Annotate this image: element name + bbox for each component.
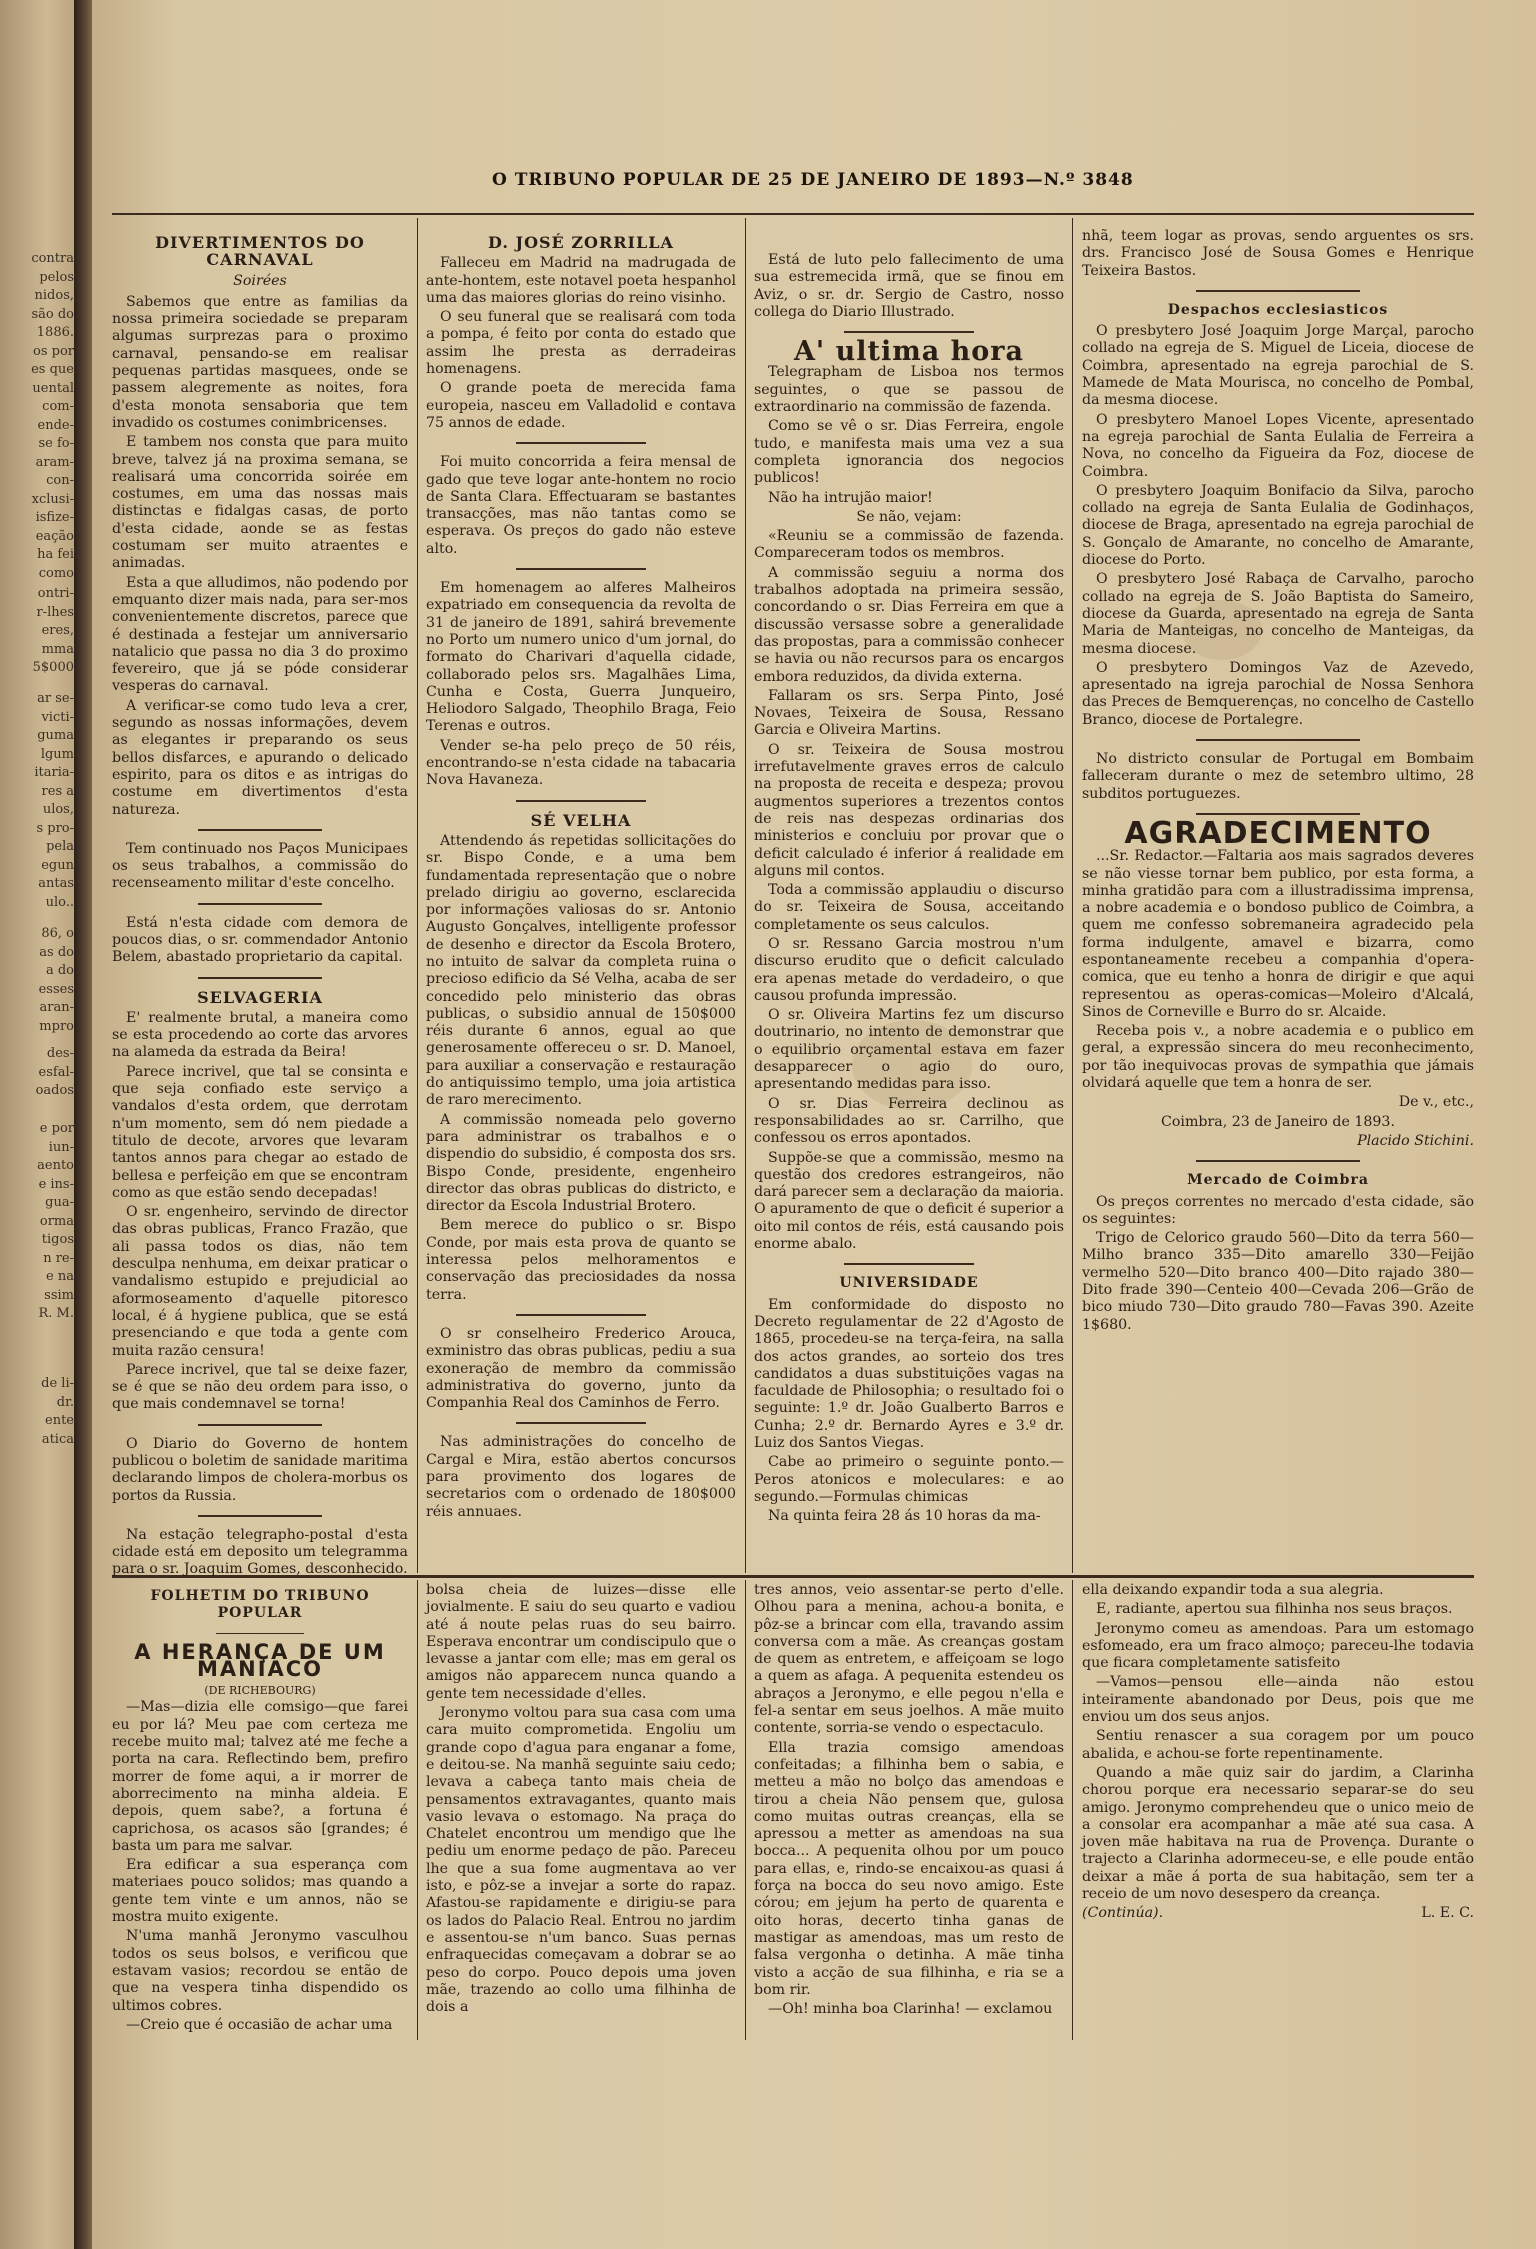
article-paragraph: O sr. Ressano Garcia mostrou n'um discurso erudito que o deficit calculado era apenas metade do verdadeiro, o que causou profunda impressão. (754, 935, 1064, 1004)
story-paragraph: —Creio que é occasião de achar uma (126, 2016, 393, 2033)
folhetim-label: FOLHETIM DO TRIBUNO POPULAR (150, 1588, 370, 1622)
story-paragraph: bolsa cheia de luizes—disse elle jovialmente. E saiu do seu quarto e vadiou até á noute pelas ruas do seu bairro. Esperava encontrar um condiscipulo que o levasse a jantar com elle; mas em geral os amigos não apparecem nunca quando a gente tem necessidade d'elles. (426, 1582, 736, 1702)
article-paragraph: O presbytero José Joaquim Jorge Marçal, parocho collado na egreja de S. Miguel de Liceia, diocese de Coimbra, apresentado na egreja parochial de S. Mamede de Mata Mourisca, no concelho de Pombal, da mesma diocese. (1082, 323, 1474, 409)
folhetim-title: A HERANÇA DE UM MANIACO (134, 1639, 386, 1681)
zorrilla-heading: D. JOSÉ ZORRILLA (488, 233, 674, 252)
story-paragraph: —Mas—dizia elle comsigo—que farei eu por lá? Meu pae com certeza me recebe muito mal; talvez até me feche a porta na cara. Reflectindo bem, prefiro morrer de fome aqui, a ir morrer de aborrecimento na minha aldeia. E depois, quem sabe?, a fortuna é caprichosa, os acasos são [grandes; é basta um para me salvar. (112, 1699, 408, 1854)
signature-date: Coimbra, 23 de Janeiro de 1893. (1161, 1113, 1395, 1130)
article-paragraph: «Reuniu se a commissão de fazenda. Compareceram todos os membros. (754, 528, 1064, 562)
article-paragraph: Telegrapham de Lisboa nos termos seguintes, o que se passou de extraordinario na commissão de fazenda. (754, 364, 1064, 416)
mercado-heading: Mercado de Coimbra (1187, 1172, 1369, 1189)
article-paragraph: Como se vê o sr. Dias Ferreira, engole tudo, e manifesta mais uma vez a sua completa ignorancia dos negocios publicos! (754, 418, 1064, 487)
article-paragraph: Está de luto pelo fallecimento de uma sua estremecida irmã, que se finou em Aviz, o sr. dr. Sergio de Castro, nosso collega do Diario Illustrado. (754, 252, 1064, 320)
story-paragraph: Quando a mãe quiz sair do jardim, a Clarinha chorou porque era necessario separar-se do seu amigo. Jeronymo comprehendeu que o unico meio de a consolar era acompanhar a mãe até sua casa. A joven mãe habitava na rua de Provença. Durante o trajecto a Clarinha adormeceu-se, e elle poude então deixar a mãe á porta de sua habitação, sem ter a receio de um novo desespero da creança. (1082, 1764, 1474, 1903)
article-paragraph: Em conformidade do disposto no Decreto regulamentar de 22 d'Agosto de 1865, procedeu-se na terça-feira, na salla dos actos grandes, ao sorteio dos tres candidatos a duas substituições vagas na faculdade de Philosophia; o resultado foi o seguinte: 1.º dr. João Gualberto Barros e Cunha; 2.º dr. Bernardo Ayres e 3.º dr. Luiz dos Santos Viegas. (754, 1296, 1064, 1451)
story-paragraph: Era edificar a sua esperança com materiaes pouco solidos; mas quando a gente tem vinte e um annos, não se mostra muito exigente. (112, 1857, 408, 1926)
universidade-heading: UNIVERSIDADE (839, 1275, 979, 1292)
previous-page-text: contra pelos nidos, são do 1886. os por es que uental com- ende- se fo- aram- con- xclusi- isfize- eação ha fei como (31, 251, 74, 581)
article-paragraph: Se não, vejam: (856, 508, 962, 525)
article-paragraph: Esta a que alludimos, não podendo por emquanto dizer mais nada, para ser-mos convenientemente discretos, parece que é destinada a festejar um anniversario natalicio que passa no dia 3 do proximo fevereiro, que já se póde considerar vesperas do carnaval. (112, 574, 408, 695)
article-paragraph: Nas administrações do concelho de Cargal e Mira, estão abertos concursos para provimento dos logares de secretarios com o ordenado de 180$000 réis annuaes. (426, 1434, 736, 1520)
article-paragraph: O Diario do Governo de hontem publicou o boletim de sanidade maritima declarando limpos de cholera-morbus os portos da Russia. (112, 1435, 408, 1504)
article-paragraph: Suppõe-se que a commissão, mesmo na questão dos credores estrangeiros, não dará parecer sem a declaração da maioria. O apuramento de que o deficit é superior a oito mil contos de réis, está causando pois enorme abalo. (754, 1149, 1065, 1253)
article-paragraph: Parece incrivel, que tal se consinta e que seja confiado este serviço a vandalos d'esta ordem, que derrotam n'um momento, sem dó nem piedade a titulo de decote, arvores que levaram tantos annos para chegar ao estado de bellesa e perfeição em que se encontram como as que estão sendo decepadas! (112, 1063, 408, 1201)
article-paragraph: Attendendo ás repetidas sollicitações do sr. Bispo Conde, e a uma bem fundamentada representação que o nobre prelado dirigiu ao governo, esclarecida por informações valiosas do sr. Antonio Augusto Gonçalves, intelligente professor de desenho e director da Escola Brotero, no intuito de salvar da completa ruina o precioso edificio da Sé Velha, acaba de ser concedido pelo ministerio das obras publicas, o subsidio annual de 150$000 réis durante 6 annos, egual ao que generosamente offereceu o sr. D. Manoel, para auxiliar a conservação e restauração do antiquissimo templo, uma joia artistica de raro merecimento. (426, 832, 736, 1109)
story-paragraph: tres annos, veio assentar-se perto d'elle. Olhou para a menina, achou-a bonita, e pôz-se a brincar com ella, travando assim conversa com a mãe. As creanças gostam de quem as entretem, e affeiçoam se logo a quem as afaga. A pequenita estendeu os abraços a Jeronymo, e elle pegou n'ella e fel-a sentar em seus joelhos. A mãe muito contente, sorria-se vendo o espectaculo. (754, 1582, 1064, 1737)
article-paragraph: Está n'esta cidade com demora de poucos dias, o sr. commendador Antonio Belem, abastado proprietario da capital. (112, 914, 408, 966)
article-paragraph: Parece incrivel, que tal se deixe fazer, se é que se não deu ordem para isso, o que mais condemnavel se torna! (112, 1361, 408, 1413)
article-paragraph: Não ha intrujão maior! (768, 489, 933, 506)
article-paragraph: Foi muito concorrida a feira mensal de gado que teve logar ante-hontem no rocio de Santa Clara. Effectuaram se bastantes transacções, mas não tantas como se esperava. Os preços do gado não esteve alto. (426, 454, 736, 557)
article-paragraph: Na quinta feira 28 ás 10 horas da ma- (768, 1508, 1041, 1525)
story-paragraph: Jeronymo comeu as amendoas. Para um estomago esfomeado, era um fraco almoço; pareceu-lhe todavia que ficara completamente satisfeito (1082, 1620, 1474, 1672)
article-paragraph: Trigo de Celorico graudo 560—Dito da terra 560—Milho branco 335—Dito amarello 330—Feijão vermelho 520—Dito branco 400—Dito rajado 380—Dito frade 390—Centeio 400—Cevada 206—Grão de bico miudo 730—Dito graudo 780—Favas 390. Azeite 1$680. (1082, 1230, 1474, 1333)
article-paragraph: O sr. Dias Ferreira declinou as responsabilidades ao sr. Carrilho, que confessou os erros apontados. (754, 1095, 1064, 1147)
agradecimento-heading: AGRADECIMENTO (1124, 815, 1432, 851)
article-paragraph: O presbytero Domingos Vaz de Azevedo, apresentado na igreja parochial de Nossa Senhora das Preces de Bemquerenças, no concelho de Castello Branco, diocese de Portalegre. (1082, 659, 1474, 728)
initials-label: L. E. C. (1421, 1905, 1474, 1922)
article-paragraph: Tem continuado nos Paços Municipaes os seus trabalhos, a commissão do recenseamento militar d'este concelho. (112, 840, 408, 892)
article-paragraph: O seu funeral que se realisará com toda a pompa, é feito por conta do estado que assim lhe presta as derradeiras homenagens. (426, 309, 736, 378)
previous-page-text: e por iun- aento e ins- gua- orma tigos n re- e na ssim R. M. (37, 1121, 74, 1321)
signature-name: Placido Stichini. (1357, 1132, 1474, 1149)
article-paragraph: A verificar-se como tudo leva a crer, segundo as nossas informações, devem as elegantes ir preparando os seus bellos disfarces, e apurando o delicado espirito, para os ditos e as intrigas do costume em divertimentos d'esta natureza. (112, 697, 408, 818)
previous-page-text: de li- dr. ente atica (41, 1376, 74, 1447)
newspaper-page (92, 0, 1536, 2249)
column-3 (754, 252, 1064, 1527)
despachos-heading: Despachos ecclesiasticos (1167, 301, 1389, 318)
previous-page-edge (0, 0, 78, 2249)
previous-page-text: des- esfal- oados (35, 1046, 74, 1098)
page-title: O TRIBUNO POPULAR DE 25 DE JANEIRO DE 1893—N.º 3848 (492, 170, 1134, 190)
folhetim-column-1 (112, 1582, 408, 2036)
ultima-hora-heading: A' ultima hora (793, 336, 1025, 368)
article-paragraph: O presbytero Joaquim Bonifacio da Silva, parocho collado na egreja de Santa Eulalia de Godinhaços, diocese de Braga, apresentado na egreja parochial de S. Gonçalo de Amarante, no concelho de Amarante, diocese do Porto. (1082, 482, 1474, 569)
story-paragraph: Jeronymo voltou para sua casa com uma cara muito comprometida. Engoliu um grande copo d'agua para enganar a fome, e deitou-se. Na manhã seguinte saiu cedo; levava a cabeça tanto mais cheia de pensamentos extravagantes, quanto mais vasio levava o estomago. Na praça do Chatelet encontrou um mendigo que lhe pediu um enorme pedaço de pão. Pareceu lhe que a sua fome augmentava ao ver isto, e pôz-se a invejar a sorte do rapaz. Afastou-se rapidamente e dirigiu-se para os lados do Palacio Real. Entrou no jardim e assentou-se n'um banco. Suas pernas enfraquecidas começavam a dobrar se ao peso do corpo. Pouco depois uma joven mãe, trazendo ao collo uma filhinha de dois a (426, 1705, 736, 2016)
previous-page-text: ontri- r-lhes eres, mma 5$000 (32, 586, 74, 675)
article-paragraph: A commissão nomeada pelo governo para administrar os trabalhos e o dispendio do subsidio, é composta dos srs. Bispo Conde, presidente, engenheiro director das obras publicas do districto, e director da Escola Industrial Brotero. (426, 1111, 736, 1215)
top-rule (112, 213, 1474, 215)
article-paragraph: E tambem nos consta que para muito breve, talvez já na proxima semana, se realisará uma concorrida soirée em costumes, em uma das nossas mais distinctas e fidalgas casas, de porto d'esta cidade, aonde se as festas costumam ser muito atraentes e animadas. (112, 434, 408, 572)
article-paragraph: Toda a commissão applaudiu o discurso do sr. Teixeira de Sousa, acceitando completamente os seus calculos. (754, 882, 1064, 933)
article-paragraph: Em homenagem ao alferes Malheiros expatriado em consequencia da revolta de 31 de janeiro de 1891, sahirá brevemente no Porto um numero unico d'um jornal, do formato do Charivari d'aquella cidade, collaborado pelos srs. Magalhães Lima, Cunha e Costa, Guerra Junqueiro, Heliodoro Salgado, Theophilo Braga, Feio Terenas e outros. (426, 580, 736, 735)
folhetim-column-2 (426, 1582, 736, 2018)
story-paragraph: —Oh! minha boa Clarinha! — exclamou (768, 2001, 1053, 2018)
previous-page-text: ar se- victi- guma lgum itaria- res a ulos, s pro- pela egun antas ulo.. (34, 691, 74, 910)
article-paragraph: Fallaram os srs. Serpa Pinto, José Novaes, Teixeira de Sousa, Ressano Garcia e Oliveira Martins. (754, 687, 1064, 739)
story-paragraph: Sentiu renascer a sua coragem por um pouco abalida, e achou-se forte repentinamente. (1082, 1728, 1474, 1762)
article-paragraph: nhã, teem logar as provas, sendo arguentes os srs. drs. Francisco José de Sousa Gomes e Henrique Teixeira Bastos. (1082, 228, 1474, 279)
article-paragraph: O presbytero Manoel Lopes Vicente, apresentado na egreja parochial de Santa Eulalia de Ferreira a Nova, no concelho da Figueira da Foz, diocese de Coimbra. (1082, 411, 1474, 480)
article-paragraph: O sr. Teixeira de Sousa mostrou irrefutavelmente graves erros de calculo na proposta de receita e despeza; provou augmentos superiores a trezentos contos de reis nas despezas ordinarias dos ministerios e concluiu por provar que o deficit calculado é inferior á realidade em alguns mil contos. (754, 741, 1064, 879)
article-paragraph: ...Sr. Redactor.—Faltaria aos mais sagrados deveres se não viesse tornar bem publico, por esta forma, a minha gratidão para com a illustradissima imprensa, a nobre academia e o bondoso publico de Coimbra, a quem me confesso sobremaneira agradecido pela forma indulgente, amavel e bizarra, como espontaneamente recebeu a companhia d'opera-comica, que eu tenho a honra de dirigir e que aqui representou as operas-comicas—Moleiro d'Alcalá, Sinos de Corneville e Burro do sr. Alcaide. (1082, 848, 1474, 1020)
article-paragraph: Bem merece do publico o sr. Bispo Conde, por mais esta prova de quanto se interessa pelos melhoramentos e conservação das preciosidades da nossa terra. (426, 1217, 736, 1303)
continua-label: (Continúa). (1082, 1905, 1164, 1922)
article-paragraph: O sr. engenheiro, servindo de director das obras publicas, Franco Frazão, que ali passa todos os dias, não tem desculpa nenhuma, em deixar praticar o vandalismo estupido e prejudicial ao aformoseamento d'aquelle pitoresco local, é á hygiene publica, que se está presenciando e que toda a gente com muita razão censura! (112, 1204, 408, 1359)
story-paragraph: Ella trazia comsigo amendoas confeitadas; a filhinha bem o sabia, e metteu a mão no bolço das amendoas e tirou a cheia Não pensem que, gulosa como muitas outras creanças, ella se apressou a metter as amendoas na sua bocca... A pequenita olhou por um pouco para ellas, e, rindo-se encaixou-as quasi á força na bocca do seu novo amigo. Este córou; em jejum ha perto de quarenta e oito horas, decerto tinha ganas de mastigar as amendoas, mas um resto de falsa vergonha o detinha. A mãe tinha visto a acção de sua filhinha, e ria se a bom rir. (754, 1739, 1064, 1998)
article-paragraph: A commissão seguiu a norma dos trabalhos adoptada na primeira sessão, concordando o sr. Dias Ferreira em que a discussão versasse sobre a generalidade das propostas, para a commissão conhecer se havia ou não recursos para os encargos embora reduzidos, da divida externa. (754, 564, 1064, 685)
story-paragraph: ella deixando expandir toda a sua alegria. (1082, 1582, 1384, 1598)
article-paragraph: No districto consular de Portugal em Bombaim falleceram durante o mez de setembro ultimo, 28 subditos portuguezes. (1082, 751, 1474, 802)
story-paragraph: —Vamos—pensou elle—ainda não estou inteiramente abandonado por Deus, pois que me enviou um dos seus anjos. (1082, 1674, 1474, 1726)
selvageria-heading: SELVAGERIA (197, 987, 323, 1007)
signature-line: De v., etc., (1398, 1094, 1474, 1111)
column-4 (1082, 228, 1474, 1336)
article-paragraph: Na estação telegrapho-postal d'esta cidade está em deposito um telegramma para o sr. Joaquim Gomes, desconhecido. (112, 1526, 408, 1578)
previous-page-text: 86, o as do a do esses aran- mpro (38, 926, 74, 1034)
column-1 (112, 228, 408, 1581)
article-paragraph: Sabemos que entre as familias da nossa primeira sociedade se preparam algumas surprezas para o proximo carnaval, pensando-se em realisar pequenas partidas masquees, onde se passem alegremente as noites, fora d'esta monota sensaboria que tem invadido os costumes conimbricenses. (112, 293, 408, 431)
article-paragraph: Vender se-ha pelo preço de 50 réis, encontrando-se n'esta cidade na tabacaria Nova Havaneza. (426, 737, 736, 789)
article-paragraph: O grande poeta de merecida fama europeia, nasceu em Valladolid e contava 75 annos de edade. (426, 380, 736, 431)
story-paragraph: E, radiante, apertou sua filhinha nos seus braços. (1096, 1601, 1453, 1618)
folhetim-column-3 (754, 1582, 1064, 2020)
se-velha-heading: SÉ VELHA (530, 810, 632, 830)
article-paragraph: O sr conselheiro Frederico Arouca, exministro das obras publicas, pediu a sua exoneração de membro da commissão administrativa do governo, junto da Companhia Real dos Caminhos de Ferro. (426, 1325, 736, 1412)
article-paragraph: O presbytero José Rabaça de Carvalho, parocho collado na egreja de S. João Baptista do Sameiro, diocese da Guarda, apresentado na egreja de Santa Maria de Manteigas, no concelho de Manteigas, da mesma diocese. (1082, 571, 1474, 657)
article-paragraph: Falleceu em Madrid na madrugada de ante-hontem, este notavel poeta hespanhol uma das maiores glorias do reino visinho. (426, 255, 736, 306)
folhetim-column-4 (1082, 1582, 1474, 1923)
story-paragraph: N'uma manhã Jeronymo vasculhou todos os seus bolsos, e verificou que estavam vasios; recordou se então de que na vespera tinha dispendido os ultimos cobres. (112, 1928, 408, 2014)
article-paragraph: O sr. Oliveira Martins fez um discurso doutrinario, no intento de demonstrar que o equilibrio orçamental estava em fazer desapparecer o agio do ouro, apresentando medidas para isso. (754, 1007, 1064, 1093)
article-paragraph: Receba pois v., a nobre academia e o publico em geral, a expressão sincera do meu reconhecimento, por tão inequivocas provas de sympathia que jámais olvidará aquelle que tem a honra de ser. (1082, 1023, 1474, 1092)
article-paragraph: Cabe ao primeiro o seguinte ponto.—Peros atonicos e moleculares: e ao segundo.—Formulas chimicas (754, 1454, 1064, 1505)
column-2 (426, 228, 736, 1523)
article-paragraph: Os preços correntes no mercado d'esta cidade, são os seguintes: (1082, 1193, 1474, 1227)
article-paragraph: E' realmente brutal, a maneira como se esta procedendo ao corte das arvores na alameda da estrada da Beira! (112, 1009, 408, 1061)
soirees-subheading: Soirées (233, 272, 287, 289)
carnaval-heading: DIVERTIMENTOS DO CARNAVAL (155, 233, 365, 270)
folhetim-author: (DE RICHEBOURG) (204, 1684, 316, 1698)
